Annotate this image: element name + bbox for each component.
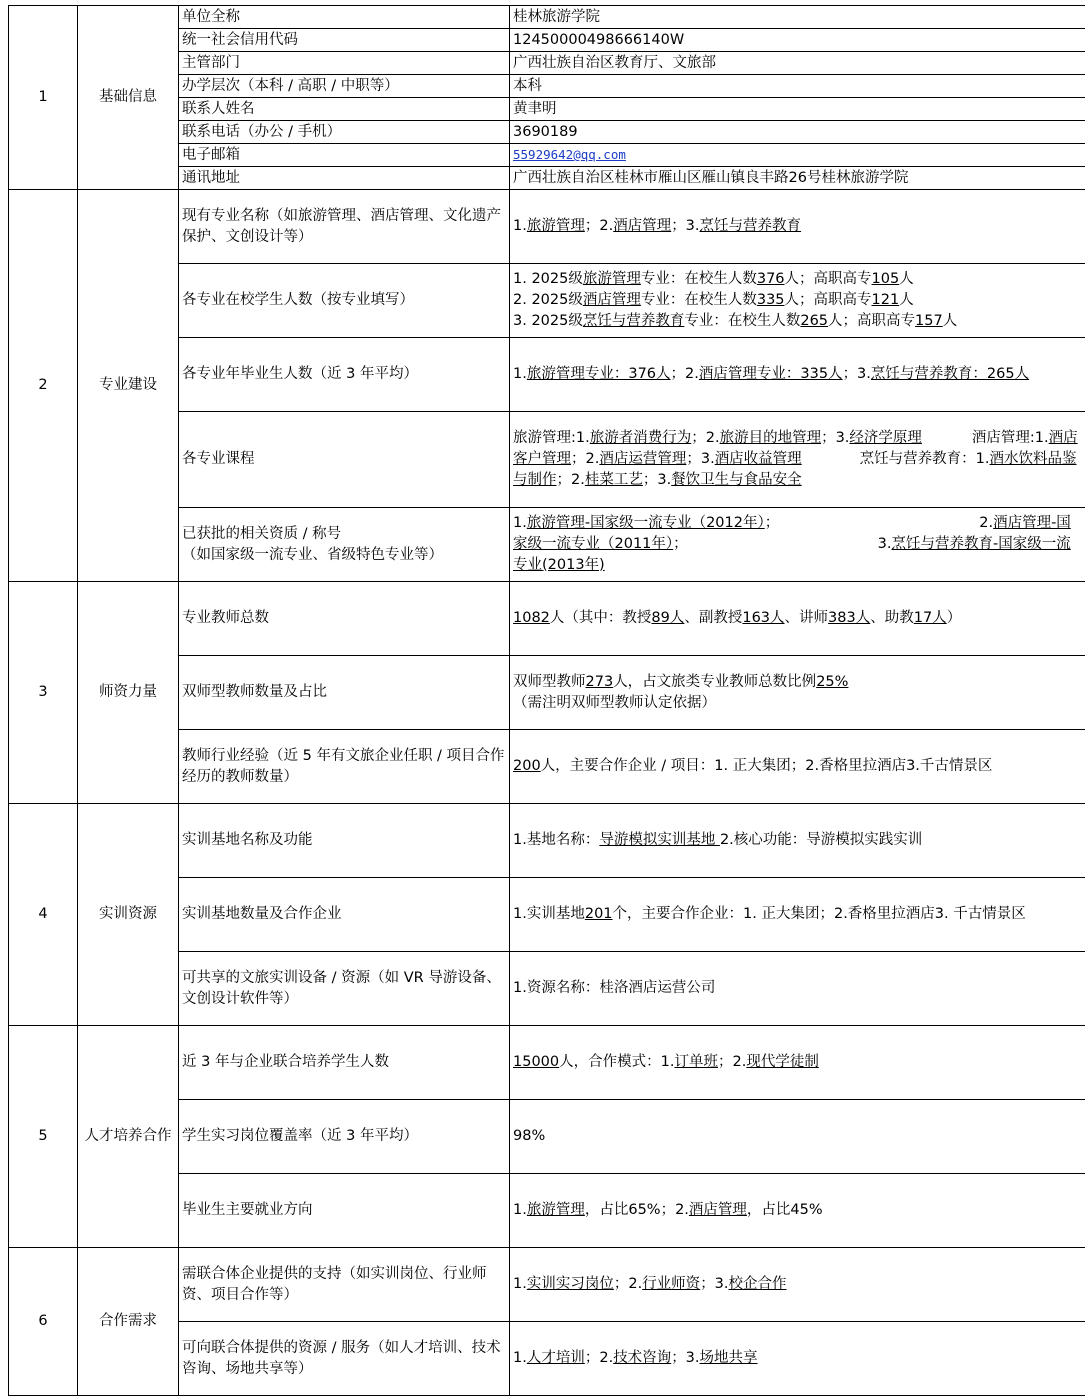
label-major-courses: 各专业课程 [179,412,510,508]
label-joint-training: 近 3 年与企业联合培养学生人数 [179,1026,510,1100]
section-5-category: 人才培养合作 [78,1026,179,1248]
section-4-category: 实训资源 [78,804,179,1026]
value-address[interactable]: 广西壮族自治区桂林市雁山区雁山镇良丰路26号桂林旅游学院 [510,167,1085,190]
value-major-graduates[interactable]: 1.旅游管理专业：376人；2.酒店管理专业：335人；3.烹饪与营养教育：265人 [510,338,1085,412]
students-line-2: 2. 2025级酒店管理专业：在校生人数335人；高职高专121人 [513,292,914,308]
label-shared-resources: 可共享的文旅实训设备 / 资源（如 VR 导游设备、文创设计软件等） [179,952,510,1026]
value-unit-name[interactable]: 桂林旅游学院 [510,6,1085,29]
value-dual-teachers[interactable]: 双师型教师273人，占文旅类专业教师总数比例25% （需注明双师型教师认定依据） [510,656,1085,730]
label-training-base: 实训基地名称及功能 [179,804,510,878]
section-2-category: 专业建设 [78,190,179,582]
students-line-3: 3. 2025级烹饪与营养教育专业：在校生人数265人；高职高专157人 [513,313,958,329]
label-major-names: 现有专业名称（如旅游管理、酒店管理、文化遗产保护、文创设计等） [179,190,510,264]
label-employment: 毕业生主要就业方向 [179,1174,510,1248]
value-major-names[interactable]: 1.旅游管理；2.酒店管理；3.烹饪与营养教育 [510,190,1085,264]
value-qualifications[interactable]: 1.旅游管理-国家级一流专业（2012年）； 2.酒店管理-国家级一流专业（2011年）； 3.烹饪与营养教育-国家级一流专业(2013年) [510,508,1085,582]
label-internship-rate: 学生实习岗位覆盖率（近 3 年平均） [179,1100,510,1174]
label-address: 通讯地址 [179,167,510,190]
value-contact-name[interactable]: 黄聿明 [510,98,1085,121]
value-offered-resources[interactable]: 1.人才培训；2.技术咨询；3.场地共享 [510,1322,1085,1396]
section-4-number: 4 [9,804,78,1026]
label-qualifications: 已获批的相关资质 / 称号 （如国家级一流专业、省级特色专业等） [179,508,510,582]
value-major-students[interactable] [510,264,1085,338]
label-teacher-experience: 教师行业经验（近 5 年有文旅企业任职 / 项目合作经历的教师数量） [179,730,510,804]
label-phone: 联系电话（办公 / 手机） [179,121,510,144]
value-major-courses[interactable]: 旅游管理:1.旅游者消费行为；2.旅游目的地管理；3.经济学原理 酒店管理:1.酒店客户管理；2.酒店运营管理；3.酒店收益管理 烹饪与营养教育：1.酒水饮料品鉴与制作；2.桂菜工艺；3.餐饮卫生与食品安全 [510,412,1085,508]
label-teacher-total: 专业教师总数 [179,582,510,656]
label-dual-teachers: 双师型教师数量及占比 [179,656,510,730]
value-training-count[interactable]: 1.实训基地201个，主要合作企业：1. 正大集团；2.香格里拉酒店3. 千古情景区 [510,878,1085,952]
value-employment[interactable]: 1.旅游管理，占比65%；2.酒店管理，占比45% [510,1174,1085,1248]
section-3-category: 师资力量 [78,582,179,804]
section-2-number: 2 [9,190,78,582]
label-contact-name: 联系人姓名 [179,98,510,121]
section-1-number: 1 [9,6,78,190]
label-unit-name: 单位全称 [179,6,510,29]
section-5-number: 5 [9,1026,78,1248]
students-line-1: 1. 2025级旅游管理专业：在校生人数376人；高职高专105人 [513,271,914,287]
value-joint-training[interactable]: 15000人，合作模式：1.订单班；2.现代学徒制 [510,1026,1085,1100]
label-school-level: 办学层次（本科 / 高职 / 中职等） [179,75,510,98]
section-1-category: 基础信息 [78,6,179,190]
label-department: 主管部门 [179,52,510,75]
section-6-category: 合作需求 [78,1248,179,1396]
label-credit-code: 统一社会信用代码 [179,29,510,52]
value-phone[interactable]: 3690189 [510,121,1085,144]
value-teacher-total[interactable]: 1082人（其中：教授89人、副教授163人、讲师383人、助教17人） [510,582,1085,656]
value-school-level[interactable]: 本科 [510,75,1085,98]
label-training-count: 实训基地数量及合作企业 [179,878,510,952]
value-email[interactable] [510,144,1085,167]
value-department[interactable]: 广西壮族自治区教育厅、文旅部 [510,52,1085,75]
label-major-students: 各专业在校学生人数（按专业填写） [179,264,510,338]
value-internship-rate[interactable]: 98% [510,1100,1085,1174]
value-needed-support[interactable]: 1.实训实习岗位；2.行业师资；3.校企合作 [510,1248,1085,1322]
label-offered-resources: 可向联合体提供的资源 / 服务（如人才培训、技术咨询、场地共享等） [179,1322,510,1396]
section-6-number: 6 [9,1248,78,1396]
email-link[interactable]: 55929642@qq.com [513,147,626,162]
label-major-graduates: 各专业年毕业生人数（近 3 年平均） [179,338,510,412]
value-training-base[interactable]: 1.基地名称：导游模拟实训基地 2.核心功能：导游模拟实践实训 [510,804,1085,878]
section-3-number: 3 [9,582,78,804]
info-table [8,5,1085,1396]
label-needed-support: 需联合体企业提供的支持（如实训岗位、行业师资、项目合作等） [179,1248,510,1322]
value-shared-resources[interactable]: 1.资源名称：桂洛酒店运营公司 [510,952,1085,1026]
value-teacher-experience[interactable]: 200人，主要合作企业 / 项目：1. 正大集团；2.香格里拉酒店3.千古情景区 [510,730,1085,804]
label-email: 电子邮箱 [179,144,510,167]
value-credit-code[interactable]: 12450000498666140W [510,29,1085,52]
